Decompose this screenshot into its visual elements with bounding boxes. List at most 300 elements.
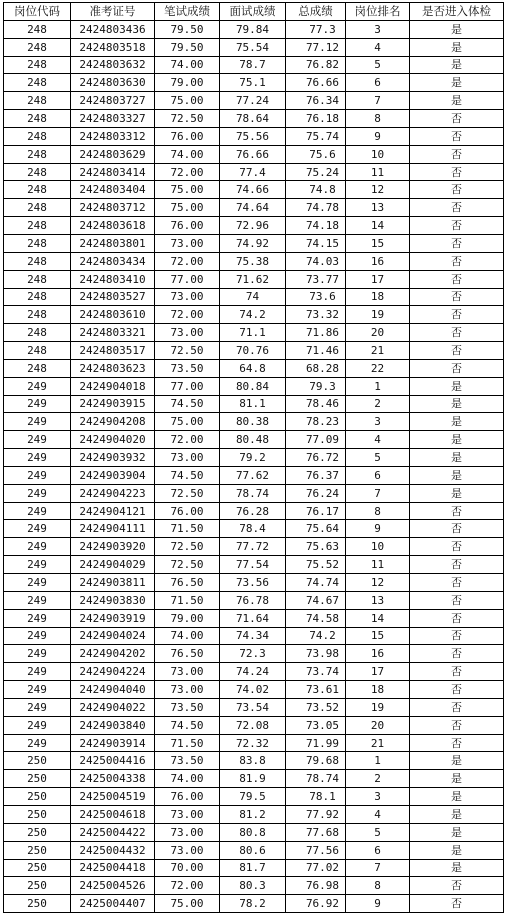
total-score-cell: 76.24 (286, 484, 346, 502)
physical-exam-cell: 是 (410, 377, 504, 395)
exam-id-cell: 2424803527 (71, 288, 155, 306)
table-row (4, 805, 504, 823)
interview-score-cell: 83.8 (220, 752, 286, 770)
post-code-cell: 248 (4, 342, 71, 360)
table-row (4, 306, 504, 324)
post-code-cell: 250 (4, 877, 71, 895)
post-code-cell: 248 (4, 127, 71, 145)
rank-cell: 9 (346, 520, 410, 538)
written-score-cell: 73.50 (155, 698, 220, 716)
interview-score-cell: 71.1 (220, 324, 286, 342)
rank-cell: 3 (346, 413, 410, 431)
table-row (4, 788, 504, 806)
written-score-cell: 79.50 (155, 38, 220, 56)
written-score-cell: 75.00 (155, 895, 220, 913)
exam-id-cell: 2424803436 (71, 20, 155, 38)
post-code-cell: 248 (4, 92, 71, 110)
interview-score-cell: 74.64 (220, 199, 286, 217)
post-code-cell: 250 (4, 841, 71, 859)
exam-id-cell: 2424803632 (71, 56, 155, 74)
physical-exam-cell: 否 (410, 342, 504, 360)
written-score-cell: 79.00 (155, 609, 220, 627)
table-row (4, 181, 504, 199)
written-score-cell: 74.00 (155, 627, 220, 645)
table-row (4, 484, 504, 502)
interview-score-cell: 79.5 (220, 788, 286, 806)
rank-cell: 9 (346, 127, 410, 145)
exam-id-cell: 2425004416 (71, 752, 155, 770)
rank-cell: 8 (346, 502, 410, 520)
physical-exam-cell: 否 (410, 163, 504, 181)
post-code-cell: 248 (4, 217, 71, 235)
interview-score-cell: 73.56 (220, 574, 286, 592)
written-score-cell: 75.00 (155, 413, 220, 431)
total-score-cell: 73.05 (286, 716, 346, 734)
physical-exam-cell: 否 (410, 234, 504, 252)
post-code-cell: 249 (4, 431, 71, 449)
table-row (4, 502, 504, 520)
interview-score-cell: 72.08 (220, 716, 286, 734)
total-score-cell: 73.74 (286, 663, 346, 681)
table-row (4, 556, 504, 574)
physical-exam-cell: 否 (410, 288, 504, 306)
interview-score-cell: 81.9 (220, 770, 286, 788)
exam-id-cell: 2424903932 (71, 449, 155, 467)
rank-cell: 15 (346, 234, 410, 252)
table-row (4, 752, 504, 770)
table-row (4, 520, 504, 538)
total-score-cell: 68.28 (286, 359, 346, 377)
total-score-cell: 74.2 (286, 627, 346, 645)
exam-id-cell: 2424904020 (71, 431, 155, 449)
interview-score-cell: 79.2 (220, 449, 286, 467)
post-code-cell: 249 (4, 466, 71, 484)
rank-cell: 7 (346, 859, 410, 877)
post-code-cell: 249 (4, 645, 71, 663)
exam-id-cell: 2424803312 (71, 127, 155, 145)
physical-exam-cell: 否 (410, 181, 504, 199)
rank-cell: 11 (346, 163, 410, 181)
table-row (4, 859, 504, 877)
post-code-cell: 249 (4, 449, 71, 467)
written-score-cell: 73.00 (155, 449, 220, 467)
post-code-cell: 248 (4, 306, 71, 324)
rank-cell: 17 (346, 270, 410, 288)
total-score-cell: 74.15 (286, 234, 346, 252)
table-row (4, 716, 504, 734)
physical-exam-cell: 否 (410, 520, 504, 538)
post-code-cell: 248 (4, 199, 71, 217)
total-score-cell: 76.17 (286, 502, 346, 520)
physical-exam-cell: 是 (410, 752, 504, 770)
post-code-cell: 248 (4, 110, 71, 128)
total-score-cell: 71.99 (286, 734, 346, 752)
exam-id-cell: 2425004526 (71, 877, 155, 895)
table-row (4, 145, 504, 163)
rank-cell: 16 (346, 645, 410, 663)
rank-cell: 14 (346, 609, 410, 627)
post-code-cell: 249 (4, 591, 71, 609)
rank-cell: 4 (346, 431, 410, 449)
rank-cell: 4 (346, 38, 410, 56)
physical-exam-cell: 是 (410, 431, 504, 449)
total-score-cell: 74.74 (286, 574, 346, 592)
physical-exam-cell: 否 (410, 270, 504, 288)
written-score-cell: 76.00 (155, 127, 220, 145)
exam-id-cell: 2425004418 (71, 859, 155, 877)
header-exam-id: 准考证号 (71, 3, 155, 21)
post-code-cell: 248 (4, 38, 71, 56)
interview-score-cell: 74.2 (220, 306, 286, 324)
post-code-cell: 250 (4, 788, 71, 806)
interview-score-cell: 64.8 (220, 359, 286, 377)
rank-cell: 5 (346, 823, 410, 841)
rank-cell: 16 (346, 252, 410, 270)
rank-cell: 4 (346, 805, 410, 823)
physical-exam-cell: 否 (410, 877, 504, 895)
written-score-cell: 74.50 (155, 716, 220, 734)
exam-id-cell: 2424803630 (71, 74, 155, 92)
rank-cell: 8 (346, 110, 410, 128)
rank-cell: 5 (346, 56, 410, 74)
post-code-cell: 250 (4, 895, 71, 913)
post-code-cell: 249 (4, 681, 71, 699)
post-code-cell: 249 (4, 377, 71, 395)
table-row (4, 449, 504, 467)
post-code-cell: 249 (4, 484, 71, 502)
exam-id-cell: 2424903919 (71, 609, 155, 627)
exam-id-cell: 2424904111 (71, 520, 155, 538)
exam-id-cell: 2424904121 (71, 502, 155, 520)
physical-exam-cell: 是 (410, 56, 504, 74)
physical-exam-cell: 否 (410, 734, 504, 752)
post-code-cell: 249 (4, 627, 71, 645)
exam-id-cell: 2424904029 (71, 556, 155, 574)
table-row (4, 431, 504, 449)
post-code-cell: 250 (4, 770, 71, 788)
physical-exam-cell: 是 (410, 38, 504, 56)
total-score-cell: 76.18 (286, 110, 346, 128)
table-row (4, 770, 504, 788)
total-score-cell: 73.61 (286, 681, 346, 699)
post-code-cell: 250 (4, 805, 71, 823)
post-code-cell: 249 (4, 609, 71, 627)
exam-id-cell: 2424803623 (71, 359, 155, 377)
physical-exam-cell: 否 (410, 306, 504, 324)
physical-exam-cell: 是 (410, 74, 504, 92)
physical-exam-cell: 是 (410, 841, 504, 859)
physical-exam-cell: 是 (410, 413, 504, 431)
physical-exam-cell: 是 (410, 20, 504, 38)
total-score-cell: 73.98 (286, 645, 346, 663)
written-score-cell: 79.00 (155, 74, 220, 92)
rank-cell: 12 (346, 181, 410, 199)
table-row (4, 217, 504, 235)
post-code-cell: 249 (4, 413, 71, 431)
total-score-cell: 74.8 (286, 181, 346, 199)
written-score-cell: 73.50 (155, 359, 220, 377)
physical-exam-cell: 是 (410, 484, 504, 502)
physical-exam-cell: 是 (410, 859, 504, 877)
exam-id-cell: 2424904022 (71, 698, 155, 716)
physical-exam-cell: 否 (410, 502, 504, 520)
results-table (3, 2, 504, 913)
total-score-cell: 75.63 (286, 538, 346, 556)
exam-id-cell: 2425004432 (71, 841, 155, 859)
exam-id-cell: 2424803727 (71, 92, 155, 110)
rank-cell: 18 (346, 288, 410, 306)
exam-id-cell: 2424803801 (71, 234, 155, 252)
header-written-score: 笔试成绩 (155, 3, 220, 21)
interview-score-cell: 75.38 (220, 252, 286, 270)
table-row (4, 609, 504, 627)
header-interview-score: 面试成绩 (220, 3, 286, 21)
post-code-cell: 248 (4, 20, 71, 38)
post-code-cell: 249 (4, 574, 71, 592)
written-score-cell: 74.50 (155, 395, 220, 413)
post-code-cell: 249 (4, 520, 71, 538)
written-score-cell: 75.00 (155, 181, 220, 199)
exam-id-cell: 2424904040 (71, 681, 155, 699)
exam-id-cell: 2424904208 (71, 413, 155, 431)
rank-cell: 21 (346, 342, 410, 360)
post-code-cell: 249 (4, 502, 71, 520)
exam-id-cell: 2424903914 (71, 734, 155, 752)
interview-score-cell: 77.4 (220, 163, 286, 181)
total-score-cell: 75.64 (286, 520, 346, 538)
physical-exam-cell: 否 (410, 324, 504, 342)
table-row (4, 127, 504, 145)
table-body (4, 20, 504, 912)
rank-cell: 1 (346, 377, 410, 395)
exam-id-cell: 2424903904 (71, 466, 155, 484)
written-score-cell: 73.00 (155, 288, 220, 306)
header-total-score: 总成绩 (286, 3, 346, 21)
total-score-cell: 76.34 (286, 92, 346, 110)
interview-score-cell: 71.64 (220, 609, 286, 627)
interview-score-cell: 78.4 (220, 520, 286, 538)
exam-id-cell: 2424903915 (71, 395, 155, 413)
table-row (4, 698, 504, 716)
table-row (4, 734, 504, 752)
total-score-cell: 71.46 (286, 342, 346, 360)
post-code-cell: 249 (4, 538, 71, 556)
total-score-cell: 79.68 (286, 752, 346, 770)
post-code-cell: 248 (4, 252, 71, 270)
post-code-cell: 249 (4, 698, 71, 716)
written-score-cell: 77.00 (155, 377, 220, 395)
post-code-cell: 250 (4, 752, 71, 770)
interview-score-cell: 70.76 (220, 342, 286, 360)
written-score-cell: 73.00 (155, 234, 220, 252)
table-row (4, 681, 504, 699)
rank-cell: 20 (346, 716, 410, 734)
rank-cell: 13 (346, 199, 410, 217)
physical-exam-cell: 否 (410, 252, 504, 270)
post-code-cell: 248 (4, 359, 71, 377)
physical-exam-cell: 否 (410, 591, 504, 609)
header-physical-exam: 是否进入体检 (410, 3, 504, 21)
post-code-cell: 248 (4, 145, 71, 163)
exam-id-cell: 2425004407 (71, 895, 155, 913)
physical-exam-cell: 否 (410, 681, 504, 699)
post-code-cell: 249 (4, 395, 71, 413)
interview-score-cell: 81.7 (220, 859, 286, 877)
physical-exam-cell: 否 (410, 110, 504, 128)
rank-cell: 10 (346, 538, 410, 556)
written-score-cell: 72.50 (155, 538, 220, 556)
written-score-cell: 74.00 (155, 56, 220, 74)
interview-score-cell: 74 (220, 288, 286, 306)
total-score-cell: 78.23 (286, 413, 346, 431)
exam-id-cell: 2424803618 (71, 217, 155, 235)
total-score-cell: 76.37 (286, 466, 346, 484)
table-row (4, 92, 504, 110)
table-row (4, 38, 504, 56)
written-score-cell: 72.50 (155, 342, 220, 360)
written-score-cell: 71.50 (155, 520, 220, 538)
table-row (4, 199, 504, 217)
written-score-cell: 75.00 (155, 92, 220, 110)
post-code-cell: 248 (4, 163, 71, 181)
interview-score-cell: 77.54 (220, 556, 286, 574)
rank-cell: 11 (346, 556, 410, 574)
physical-exam-cell: 否 (410, 645, 504, 663)
interview-score-cell: 77.24 (220, 92, 286, 110)
rank-cell: 21 (346, 734, 410, 752)
written-score-cell: 76.50 (155, 574, 220, 592)
physical-exam-cell: 否 (410, 574, 504, 592)
written-score-cell: 72.00 (155, 163, 220, 181)
physical-exam-cell: 否 (410, 145, 504, 163)
interview-score-cell: 76.66 (220, 145, 286, 163)
total-score-cell: 76.98 (286, 877, 346, 895)
header-post-code: 岗位代码 (4, 3, 71, 21)
rank-cell: 3 (346, 788, 410, 806)
written-score-cell: 74.00 (155, 770, 220, 788)
exam-id-cell: 2425004422 (71, 823, 155, 841)
physical-exam-cell: 是 (410, 788, 504, 806)
total-score-cell: 73.77 (286, 270, 346, 288)
written-score-cell: 76.00 (155, 502, 220, 520)
exam-id-cell: 2424803434 (71, 252, 155, 270)
rank-cell: 10 (346, 145, 410, 163)
exam-id-cell: 2424803404 (71, 181, 155, 199)
interview-score-cell: 80.8 (220, 823, 286, 841)
exam-id-cell: 2424904223 (71, 484, 155, 502)
total-score-cell: 74.03 (286, 252, 346, 270)
interview-score-cell: 75.1 (220, 74, 286, 92)
table-row (4, 324, 504, 342)
interview-score-cell: 75.54 (220, 38, 286, 56)
rank-cell: 15 (346, 627, 410, 645)
exam-id-cell: 2424803410 (71, 270, 155, 288)
total-score-cell: 75.24 (286, 163, 346, 181)
table-row (4, 288, 504, 306)
total-score-cell: 74.78 (286, 199, 346, 217)
interview-score-cell: 73.54 (220, 698, 286, 716)
rank-cell: 12 (346, 574, 410, 592)
interview-score-cell: 80.3 (220, 877, 286, 895)
post-code-cell: 248 (4, 288, 71, 306)
table-row (4, 56, 504, 74)
total-score-cell: 76.66 (286, 74, 346, 92)
table-row (4, 823, 504, 841)
interview-score-cell: 74.66 (220, 181, 286, 199)
table-row (4, 252, 504, 270)
post-code-cell: 250 (4, 859, 71, 877)
physical-exam-cell: 是 (410, 449, 504, 467)
written-score-cell: 72.50 (155, 110, 220, 128)
table-row (4, 163, 504, 181)
total-score-cell: 74.67 (286, 591, 346, 609)
post-code-cell: 248 (4, 234, 71, 252)
rank-cell: 3 (346, 20, 410, 38)
exam-id-cell: 2424803629 (71, 145, 155, 163)
written-score-cell: 71.50 (155, 734, 220, 752)
table-row (4, 877, 504, 895)
interview-score-cell: 74.34 (220, 627, 286, 645)
rank-cell: 19 (346, 306, 410, 324)
written-score-cell: 73.00 (155, 841, 220, 859)
total-score-cell: 76.82 (286, 56, 346, 74)
exam-id-cell: 2424903920 (71, 538, 155, 556)
physical-exam-cell: 是 (410, 395, 504, 413)
rank-cell: 19 (346, 698, 410, 716)
interview-score-cell: 80.6 (220, 841, 286, 859)
table-row (4, 574, 504, 592)
interview-score-cell: 74.24 (220, 663, 286, 681)
total-score-cell: 77.3 (286, 20, 346, 38)
written-score-cell: 75.00 (155, 199, 220, 217)
rank-cell: 6 (346, 74, 410, 92)
total-score-cell: 73.32 (286, 306, 346, 324)
interview-score-cell: 75.56 (220, 127, 286, 145)
written-score-cell: 76.00 (155, 788, 220, 806)
total-score-cell: 77.68 (286, 823, 346, 841)
physical-exam-cell: 是 (410, 770, 504, 788)
interview-score-cell: 78.2 (220, 895, 286, 913)
physical-exam-cell: 否 (410, 538, 504, 556)
total-score-cell: 73.6 (286, 288, 346, 306)
total-score-cell: 77.02 (286, 859, 346, 877)
physical-exam-cell: 否 (410, 609, 504, 627)
physical-exam-cell: 否 (410, 698, 504, 716)
exam-id-cell: 2424904224 (71, 663, 155, 681)
exam-id-cell: 2424903840 (71, 716, 155, 734)
table-row (4, 270, 504, 288)
table-row (4, 895, 504, 913)
physical-exam-cell: 否 (410, 217, 504, 235)
exam-id-cell: 2424803321 (71, 324, 155, 342)
written-score-cell: 72.00 (155, 431, 220, 449)
physical-exam-cell: 是 (410, 466, 504, 484)
table-row (4, 538, 504, 556)
rank-cell: 7 (346, 484, 410, 502)
interview-score-cell: 77.62 (220, 466, 286, 484)
total-score-cell: 77.09 (286, 431, 346, 449)
exam-id-cell: 2424803518 (71, 38, 155, 56)
exam-id-cell: 2424904202 (71, 645, 155, 663)
written-score-cell: 73.00 (155, 681, 220, 699)
table-row (4, 234, 504, 252)
interview-score-cell: 76.28 (220, 502, 286, 520)
total-score-cell: 75.52 (286, 556, 346, 574)
post-code-cell: 250 (4, 823, 71, 841)
rank-cell: 7 (346, 92, 410, 110)
physical-exam-cell: 否 (410, 556, 504, 574)
written-score-cell: 72.00 (155, 252, 220, 270)
